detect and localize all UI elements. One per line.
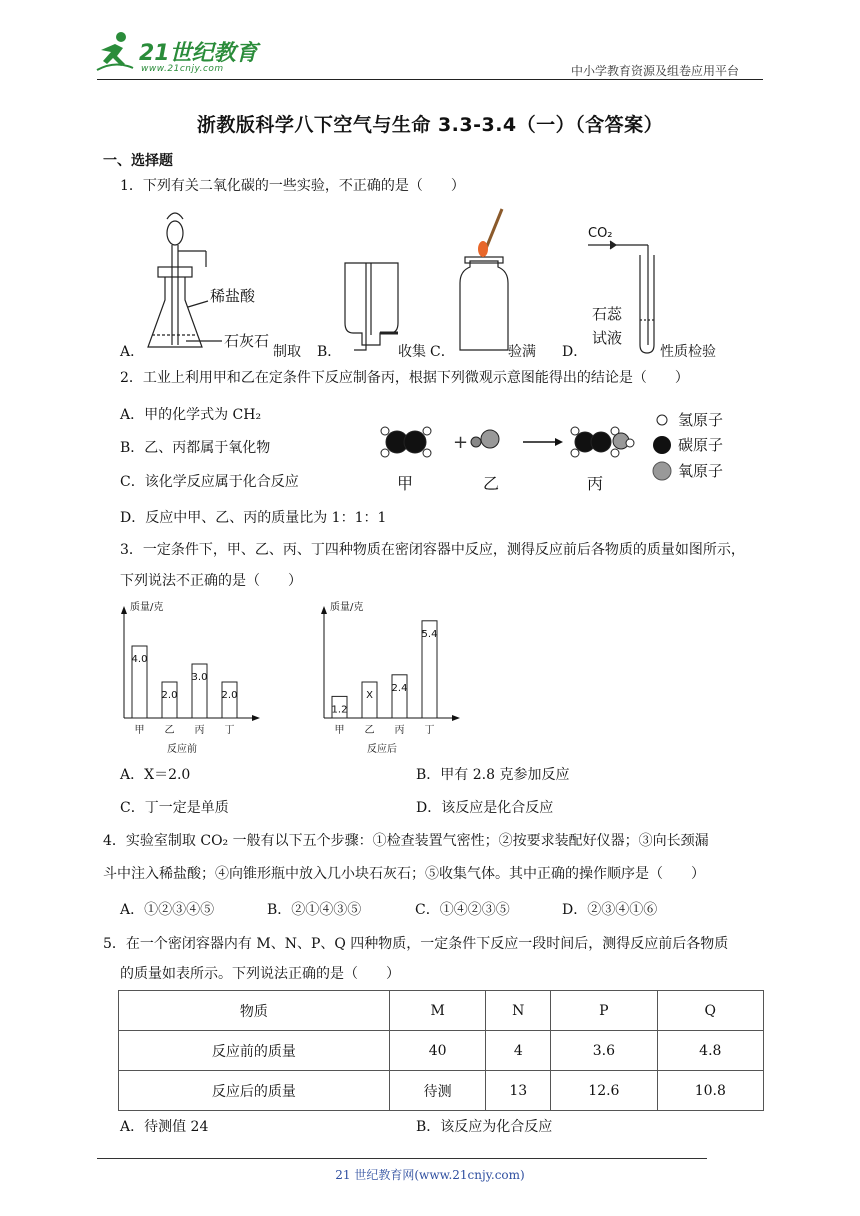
y-axis-arrow-icon (121, 606, 127, 614)
litmus-label-2: 试液 (592, 329, 623, 347)
logo (95, 30, 265, 78)
table-cell: 4.8 (657, 1031, 763, 1071)
y-axis-label: 质量/克 (330, 602, 364, 613)
table-header-cell: P (551, 991, 657, 1031)
runner-logo-icon (95, 30, 135, 74)
q2-molecule-diagram (375, 403, 735, 495)
bar-value-label: 1.2 (331, 704, 348, 716)
category-label: 丙 (194, 725, 205, 736)
q2-option-b: B．乙、丙都属于氧化物 (120, 440, 271, 456)
q2-option-d: D．反应中甲、乙、丙的质量比为 1：1：1 (120, 510, 387, 526)
footer-text: 21 世纪教育网(www.21cnjy.com) (335, 1168, 525, 1182)
molecule-jia-icon (381, 427, 431, 457)
x-axis-label: 反应前 (167, 744, 197, 755)
q4-option-a: A．①②③④⑤ (120, 902, 215, 918)
q1-option-c-tail: 验满 (508, 344, 536, 360)
header-rule (97, 79, 763, 80)
label-yi: 乙 (483, 474, 500, 493)
table-cell: 10.8 (657, 1071, 763, 1111)
category-label: 甲 (134, 725, 145, 736)
page-title: 浙教版科学八下空气与生命 3.3-3.4（一）（含答案） (196, 114, 664, 136)
table-header-row (119, 991, 764, 1031)
flask-apparatus-icon (148, 213, 222, 347)
x-axis-arrow-icon (252, 715, 260, 721)
table-header-cell: M (389, 991, 486, 1031)
legend-oxygen: 氧原子 (678, 462, 724, 480)
arrow-icon (523, 438, 563, 446)
litmus-label-1: 石蕊 (592, 305, 623, 323)
section-heading: 一、选择题 (103, 153, 173, 169)
q4-line2: 斗中注入稀盐酸；④向锥形瓶中放入几小块石灰石；⑤收集气体。其中正确的操作顺序是（ ） (103, 866, 705, 882)
q1-figure (140, 205, 740, 355)
q1-option-d: D． (562, 344, 588, 360)
table-header-cell: Q (657, 991, 763, 1031)
bar-value-label: 2.4 (391, 682, 408, 694)
legend-oxygen-icon (653, 462, 671, 480)
q1-stem: 1．下列有关二氧化碳的一些实验，不正确的是（ ） (120, 178, 465, 194)
category-label: 乙 (364, 725, 375, 736)
acid-label: 稀盐酸 (210, 287, 256, 305)
x-axis-arrow-icon (452, 715, 460, 721)
table-cell: 12.6 (551, 1071, 657, 1111)
table-cell: 13 (486, 1071, 551, 1111)
q1-option-c: C． (430, 344, 455, 360)
q2-option-a: A．甲的化学式为 CH₂ (120, 407, 262, 423)
q5-mass-table (118, 990, 764, 1111)
q3-chart-before (110, 596, 270, 756)
table-cell: 4 (486, 1031, 551, 1071)
table-cell: 40 (389, 1031, 486, 1071)
flame-icon (478, 241, 488, 257)
q4-option-d: D．②③④①⑥ (562, 902, 658, 918)
bar (392, 675, 407, 718)
bar-value-label: 3.0 (191, 672, 208, 683)
molecule-bing-icon (571, 427, 634, 457)
q2-option-c: C．该化学反应属于化合反应 (120, 474, 299, 490)
category-label: 丁 (224, 725, 235, 736)
q1-option-b-tail: 收集 (398, 344, 426, 360)
q3-chart-after (310, 596, 470, 756)
category-label: 甲 (334, 725, 345, 736)
label-jia: 甲 (397, 474, 414, 493)
header-right-text: 中小学教育资源及组卷应用平台 (571, 64, 740, 78)
table-row (119, 1071, 764, 1111)
bar-value-label: 2.0 (161, 690, 178, 701)
q4-option-c: C．①④②③⑤ (415, 902, 510, 918)
q5-line1: 5．在一个密闭容器内有 M、N、P、Q 四种物质，一定条件下反应一段时间后，测得反应前后各物质 (103, 936, 729, 952)
bar-value-label: 4.0 (131, 654, 148, 665)
q1-option-a-tail: 制取 (273, 344, 301, 360)
bottle-match-icon (460, 209, 508, 350)
table-header-cell: N (486, 991, 551, 1031)
q3-option-b: B．甲有 2.8 克参加反应 (416, 767, 570, 783)
bar-value-label: X (366, 690, 373, 701)
table-cell: 3.6 (551, 1031, 657, 1071)
table-header-cell: 物质 (119, 991, 390, 1031)
table-cell: 反应前的质量 (119, 1031, 390, 1071)
q2-stem: 2．工业上利用甲和乙在定条件下反应制备丙，根据下列微观示意图能得出的结论是（ ） (120, 370, 689, 386)
limestone-label: 石灰石 (224, 332, 270, 350)
co2-label: CO₂ (588, 226, 613, 241)
table-row (119, 1031, 764, 1071)
q5-option-b: B．该反应为化合反应 (416, 1119, 553, 1135)
legend-hydrogen: 氢原子 (678, 411, 724, 429)
label-bing: 丙 (587, 474, 604, 493)
logo-text: 21世纪教育 (139, 41, 258, 66)
q5-option-a: A．待测值 24 (120, 1119, 209, 1135)
category-label: 乙 (164, 725, 175, 736)
table-cell: 待测 (389, 1071, 486, 1111)
q3-option-a: A．X＝2.0 (120, 767, 191, 783)
collecting-bottle-icon (345, 263, 398, 350)
q3-option-c: C．丁一定是单质 (120, 800, 229, 816)
q3-option-d: D．该反应是化合反应 (416, 800, 554, 816)
legend-carbon: 碳原子 (678, 436, 724, 454)
bar-value-label: 5.4 (421, 628, 438, 640)
q3-stem-line1: 3．一定条件下，甲、乙、丙、丁四种物质在密闭容器中反应，测得反应前后各物质的质量如图所示， (120, 542, 745, 558)
q1-option-d-tail: 性质检验 (660, 344, 716, 360)
y-axis-arrow-icon (321, 606, 327, 614)
molecule-yi-icon (471, 430, 499, 448)
plus-sign: + (453, 432, 469, 453)
x-axis-label: 反应后 (367, 744, 397, 755)
table-cell: 反应后的质量 (119, 1071, 390, 1111)
category-label: 丁 (424, 725, 435, 736)
q5-line2: 的质量如表所示。下列说法正确的是（ ） (120, 966, 400, 982)
q3-stem-line2: 下列说法不正确的是（ ） (120, 573, 302, 589)
q1-option-a: A． (120, 344, 145, 360)
footer-rule (97, 1158, 707, 1159)
q4-option-b: B．②①④③⑤ (267, 902, 362, 918)
y-axis-label: 质量/克 (130, 602, 164, 613)
legend-carbon-icon (653, 436, 671, 454)
logo-url: www.21cnjy.com (141, 64, 224, 74)
category-label: 丙 (394, 725, 405, 736)
q1-option-b: B． (317, 344, 342, 360)
bar-value-label: 2.0 (221, 690, 238, 701)
q4-line1: 4．实验室制取 CO₂ 一般有以下五个步骤：①检查装置气密性；②按要求装配好仪器；③向长颈漏 (103, 833, 709, 849)
legend-hydrogen-icon (657, 415, 667, 425)
